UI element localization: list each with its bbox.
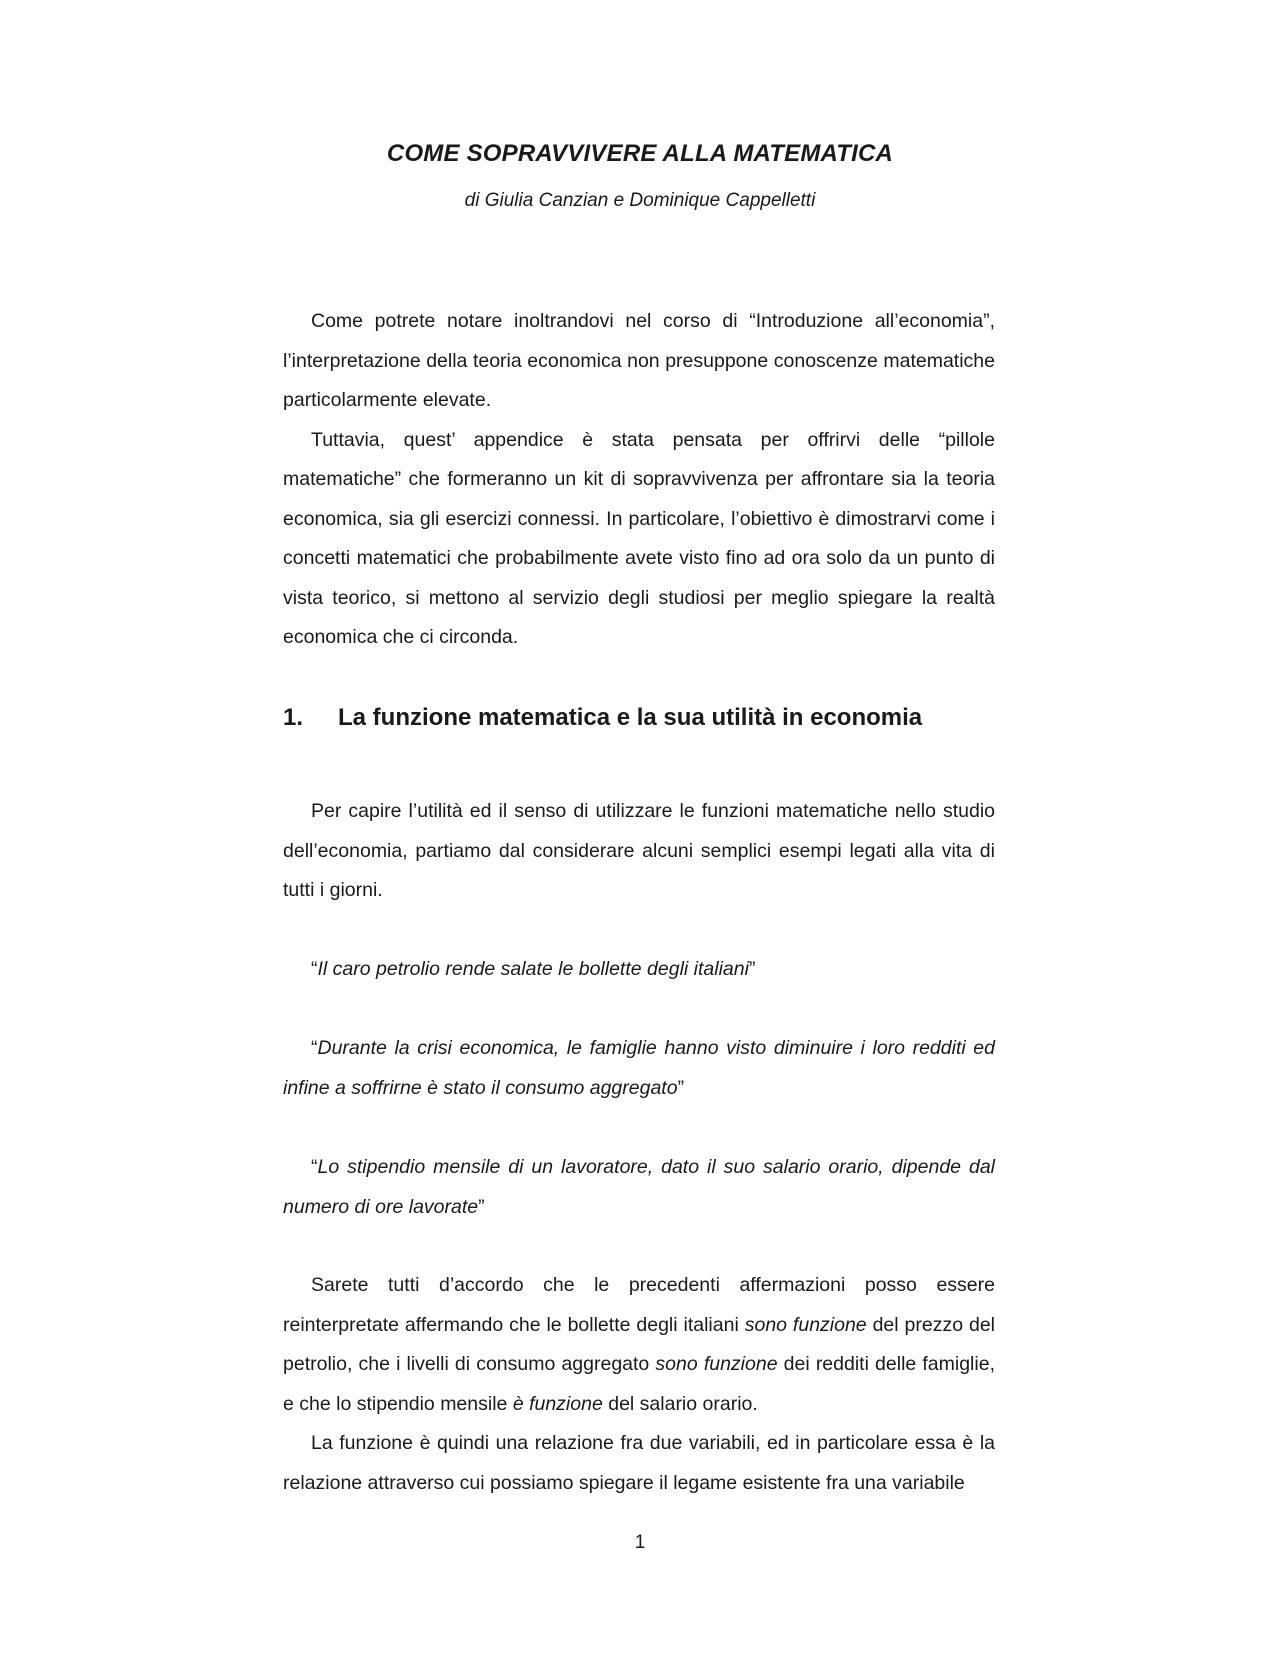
quote-open-mark: “	[311, 1156, 318, 1178]
intro-paragraph-2: Tuttavia, quest’ appendice è stata pensata per offrirvi delle “pillole matematiche” che formeranno un kit di sopravvivenza per affrontare sia la teoria economica, sia gli esercizi connessi. In particolare, l’obiettivo è dimostrarvi come i concetti matematici che probabilmente avete visto fino ad ora solo da un punto di vista teorico, si mettono al servizio degli studiosi per meglio spiegare la realtà economica che ci circonda.	[283, 428, 995, 648]
quote-block-2	[283, 1029, 995, 1108]
text-run: Sarete tutti d’accordo che le precedenti affermazioni posso essere reinterpretate affermando che le bollette degli italiani	[283, 1274, 995, 1336]
text-run: dei redditi delle famiglie, e che lo stipendio mensile	[283, 1353, 995, 1415]
emphasis-text: è funzione	[512, 1392, 603, 1415]
section-paragraph-block	[283, 792, 995, 911]
quote-text: Il caro petrolio rende salate le bollette degli italiani	[317, 958, 749, 980]
quote-open-mark: “	[311, 1037, 318, 1059]
section-heading	[283, 704, 995, 732]
document-authors: di Giulia Canzian e Dominique Cappelletti	[464, 190, 816, 211]
quote-close-mark: ”	[677, 1076, 685, 1099]
quote-1	[283, 950, 995, 990]
quote-text: Lo stipendio mensile di un lavoratore, dato il suo salario orario, dipende dal numero di ore lavorate	[283, 1156, 995, 1218]
text-run: del prezzo del petrolio, che i livelli di consumo aggregato	[283, 1313, 995, 1375]
emphasis-text: sono funzione	[744, 1313, 867, 1336]
quote-block-1	[283, 950, 995, 990]
text-run: del salario orario.	[602, 1392, 758, 1415]
section-paragraph-2	[283, 1266, 995, 1424]
quote-text: Durante la crisi economica, le famiglie hanno visto diminuire i loro redditi ed infine a soffrirne è stato il consumo aggregato	[283, 1037, 995, 1099]
quote-3	[283, 1148, 995, 1227]
section-paragraph-block-2	[283, 1266, 995, 1503]
section-title: La funzione matematica e la sua utilità in economia	[338, 704, 923, 731]
emphasis-text: sono funzione	[655, 1353, 778, 1375]
quote-open-mark: “	[311, 958, 318, 980]
page-number: 1	[634, 1532, 646, 1553]
section-paragraph-1: Per capire l’utilità ed il senso di utilizzare le funzioni matematiche nello studio dell’economia, partiamo dal considerare alcuni semplici esempi legati alla vita di tutti i giorni.	[283, 800, 995, 901]
quote-block-3	[283, 1148, 995, 1227]
quote-close-mark: ”	[748, 958, 756, 980]
document-title: COME SOPRAVVIVERE ALLA MATEMATICA	[386, 140, 894, 167]
section-number: 1.	[283, 704, 304, 731]
intro-paragraph-1: Come potrete notare inoltrandovi nel corso di “Introduzione all’economia”, l’interpretazione della teoria economica non presuppone conoscenze matematiche particolarmente elevate.	[283, 310, 995, 411]
quote-close-mark: ”	[478, 1195, 485, 1218]
intro-section	[283, 302, 995, 658]
quote-2	[283, 1029, 995, 1108]
section-paragraph-3: La funzione è quindi una relazione fra due variabili, ed in particolare essa è la relazione attraverso cui possiamo spiegare il legame esistente fra una variabile	[283, 1432, 995, 1494]
